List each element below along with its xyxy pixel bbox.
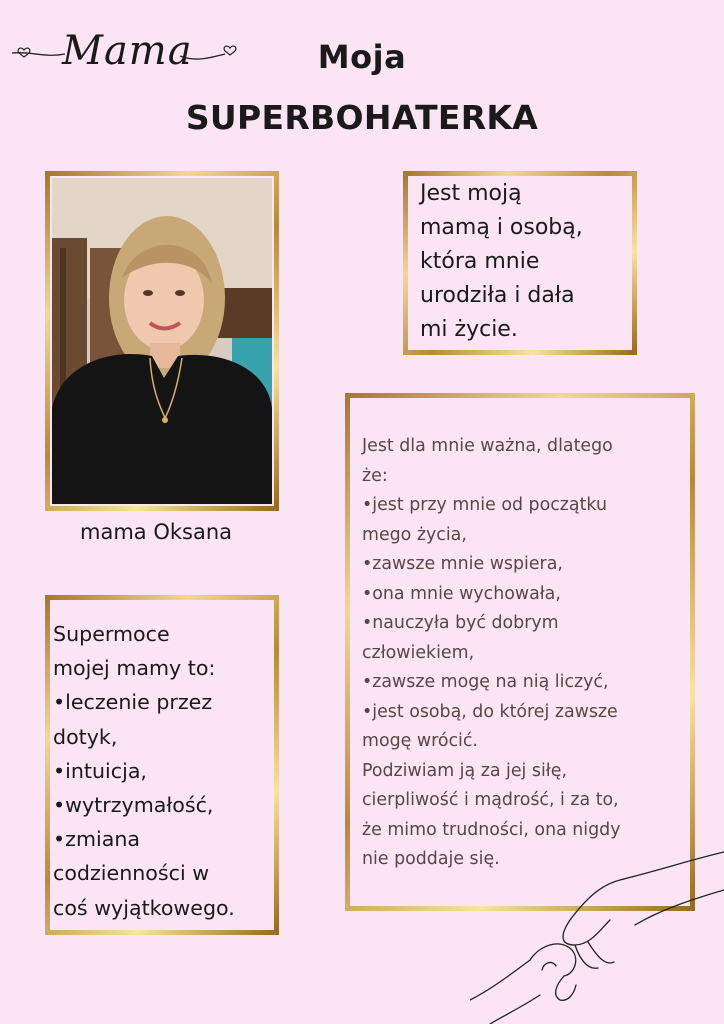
- adult-finger-2: [588, 942, 614, 963]
- photo-caption: mama Oksana: [80, 520, 233, 544]
- photo-pendant: [162, 417, 168, 423]
- adult-finger-1: [575, 945, 598, 968]
- child-finger: [556, 976, 576, 1000]
- mother-photo: [52, 178, 272, 504]
- child-hand-outline: [530, 944, 576, 976]
- intro-paragraph: Jest moją mamą i osobą, która mnie urodziła i dała mi życie.: [420, 181, 583, 342]
- adult-arm-line: [570, 852, 724, 920]
- title-line-1: Moja: [317, 38, 407, 76]
- child-arm-line: [470, 960, 530, 1000]
- important-text: [362, 432, 692, 875]
- adult-hand-outline: [563, 920, 610, 945]
- child-knuckles: [542, 963, 556, 970]
- title-line-2: SUPERBOHATERKA: [185, 98, 539, 137]
- adult-arm-lower: [635, 890, 724, 925]
- child-arm-lower: [490, 995, 540, 1024]
- holding-hands-illustration: [470, 850, 724, 1024]
- logo-text: Mama: [62, 28, 193, 74]
- powers-text: [53, 617, 277, 925]
- intro-text: [420, 177, 630, 347]
- photo-eye-left: [143, 290, 153, 296]
- important-paragraph: Jest dla mnie ważna, dlatego że: •jest przy mnie od początku mego życia, •zawsze mnie wspiera, •ona mnie wychowała, •nauczyła być dobrym człowiekiem, •zawsze mogę na nią liczyć, •jest osobą, do której zawsze mogę wrócić. Podziwiam ją za jej siłę, cierpliwość i mądrość, i za to, że mimo trudności, ona nigdy nie poddaje się.: [362, 436, 621, 869]
- powers-paragraph: Supermoce mojej mamy to: •leczenie przez dotyk, •intuicja, •wytrzymałość, •zmiana codzienności w coś wyjątkowego.: [53, 622, 235, 920]
- photo-sweater: [52, 354, 272, 504]
- photo-eye-right: [175, 290, 185, 296]
